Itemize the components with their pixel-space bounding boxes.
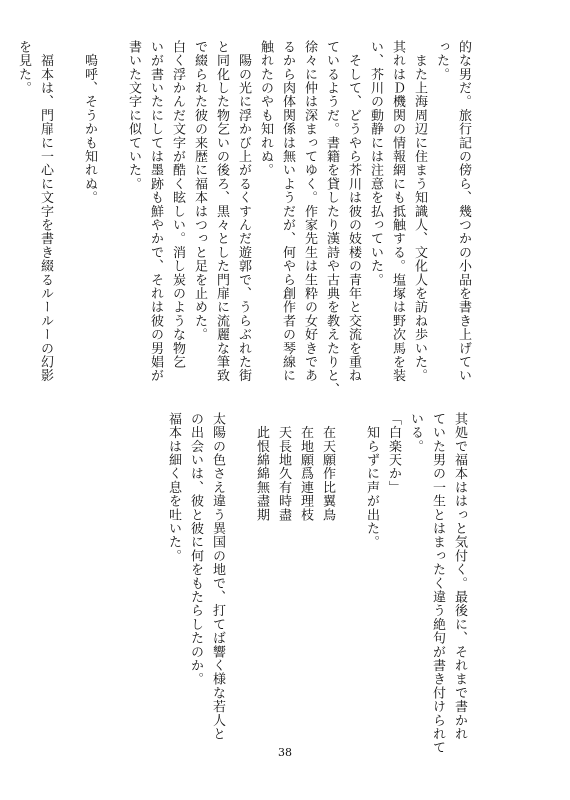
blank-line <box>100 40 122 358</box>
blank-line <box>56 40 78 358</box>
blank-line <box>228 412 250 712</box>
text-line: るから肉体関係は無いようだが、何やら創作者の琴線に <box>280 40 295 383</box>
text-line: の出会いは、彼と彼に何をもたらしたのか。 <box>188 412 203 686</box>
text-line: 嗚呼、そうかも知れぬ。 <box>82 40 97 205</box>
poem-line: 天長地久有時盡 <box>276 412 291 522</box>
text-line: 其れはＤ機関の情報網にも抵触する。塩塚は野次馬を装 <box>390 40 405 383</box>
text-line: 知らずに声が出た。 <box>364 412 379 549</box>
text-line: 其処で福本ははっと気付く。最後に、それまで書かれ <box>452 412 467 741</box>
text-line: いが書いたにしては墨跡も鮮やかで、それは彼の男娼が <box>148 40 163 383</box>
text-line: い、芥川の動静には注意を払っていた。 <box>368 40 383 287</box>
upper-text-block <box>16 40 474 397</box>
text-line: 徐々に仲は深まってゆく。作家先生は生粋の女好きであ <box>302 40 317 383</box>
poem-line: 在天願作比翼鳥 <box>320 412 335 522</box>
text-line: と同化した物乞いの後ろ、黒々とした門扉に流麗な筆致 <box>214 40 229 383</box>
text-line: った。 <box>434 40 449 82</box>
text-line: ているようだ。書籍を貸したり漢詩や古典を教えたりと、 <box>324 40 339 397</box>
text-line: で綴られた彼の来歴に福本はつっと足を止めた。 <box>192 40 207 342</box>
poem-line: 在地願爲連理枝 <box>298 412 313 522</box>
blank-line <box>338 412 360 712</box>
text-line: そして、どうやら芥川は彼の妓楼の青年と交流を重ね <box>346 40 361 383</box>
text-line: 的な男だ。旅行記の傍ら、幾つかの小品を書き上げてい <box>456 40 471 383</box>
text-line: 「白楽天か」 <box>386 412 401 495</box>
text-line: を見た。 <box>16 40 31 95</box>
text-line: 書いた文字に似ていた。 <box>126 40 141 191</box>
text-line: 陽の光に浮かび上がるくすんだ遊郭で、うらぶれた街 <box>236 40 251 383</box>
text-line: いる。 <box>408 412 423 454</box>
text-line: 太陽の色さえ違う異国の地で、打てば響く様な若人と <box>210 412 225 741</box>
poem-line: 此恨綿綿無盡期 <box>254 412 269 522</box>
text-line: 福本は、門扉に一心に文字を書き綴るルールーの幻影 <box>38 40 53 383</box>
text-line: 白く浮かんだ文字が酷く眩しい。消し炭のような物乞 <box>170 40 185 369</box>
text-line: ていた男の一生とはまったく違う絶句が書き付けられて <box>430 412 445 755</box>
text-line: また上海周辺に住まう知識人、文化人を訪ね歩いた。 <box>412 40 427 383</box>
text-line: 福本は細く息を吐いた。 <box>166 412 181 563</box>
text-line: 触れたのやも知れぬ。 <box>258 40 273 177</box>
page-number: 38 <box>278 746 292 759</box>
